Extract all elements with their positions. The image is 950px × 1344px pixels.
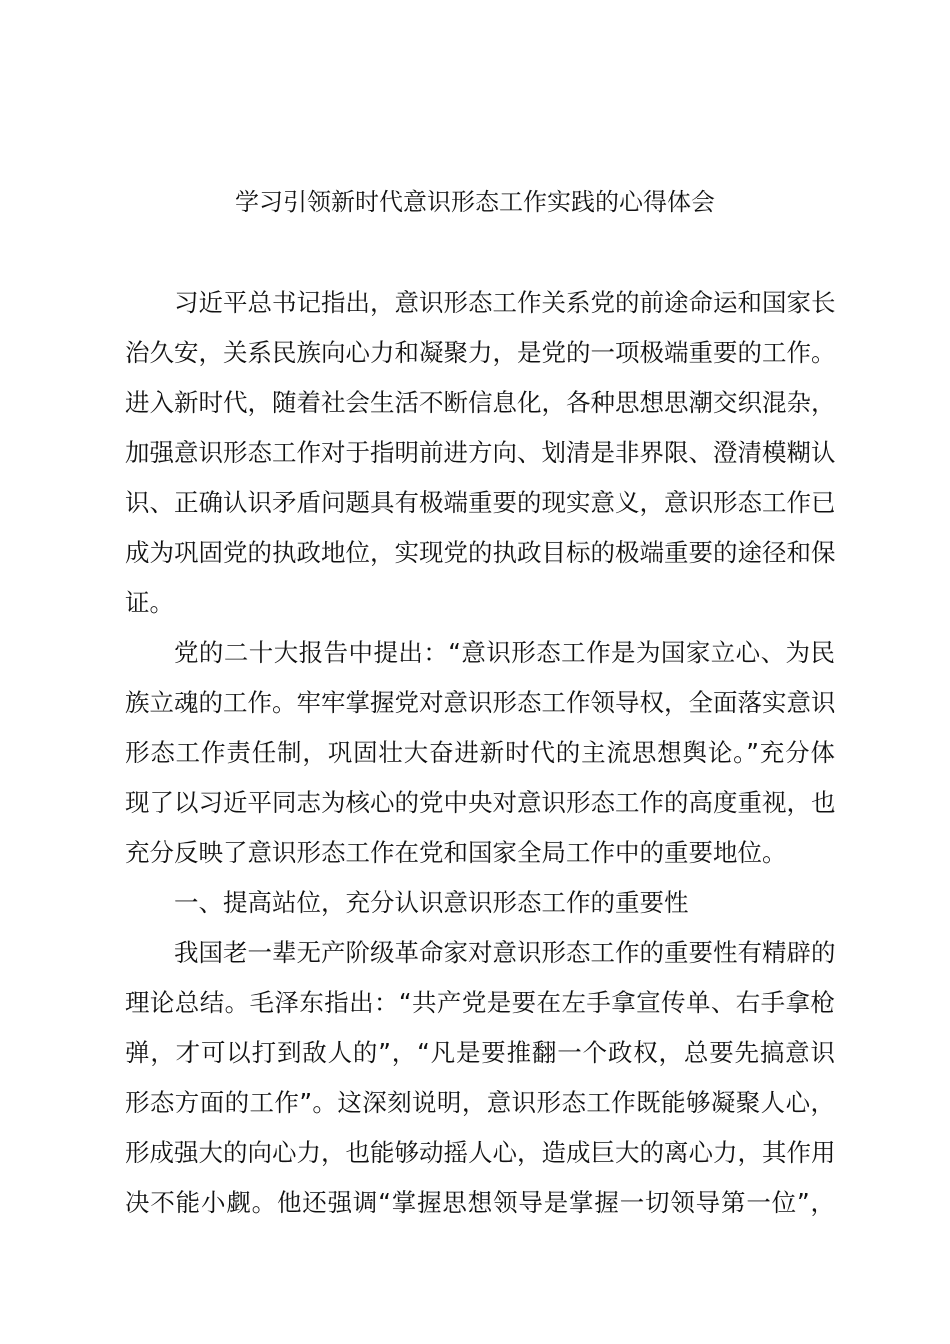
paragraph-line: 形态工作责任制，巩固壮大奋进新时代的主流思想舆论。”充分体 — [125, 738, 835, 767]
paragraph-line: 治久安，关系民族向心力和凝聚力，是党的一项极端重要的工作。 — [125, 338, 836, 367]
paragraph-line: 形成强大的向心力，也能够动摇人心，造成巨大的离心力，其作用 — [125, 1138, 836, 1167]
document-title: 学习引领新时代意识形态工作实践的心得体会 — [235, 188, 715, 216]
document-body — [125, 278, 835, 1228]
paragraph-line: 成为巩固党的执政地位，实现党的执政目标的极端重要的途径和保 — [125, 538, 836, 567]
paragraph-line: 党的二十大报告中提出：“意识形态工作是为国家立心、为民 — [174, 638, 835, 667]
paragraph-line: 形态方面的工作”。这深刻说明，意识形态工作既能够凝聚人心， — [125, 1088, 835, 1117]
paragraph-line: 我国老一辈无产阶级革命家对意识形态工作的重要性有精辟的 — [174, 938, 836, 967]
paragraph-line: 理论总结。毛泽东指出：“共产党是要在左手拿宣传单、右手拿枪 — [125, 988, 835, 1017]
section-heading: 一、提高站位，充分认识意识形态工作的重要性 — [174, 888, 689, 917]
paragraph-line: 决不能小觑。他还强调“掌握思想领导是掌握一切领导第一位”， — [125, 1188, 835, 1217]
paragraph-line: 进入新时代，随着社会生活不断信息化，各种思想思潮交织混杂， — [125, 388, 836, 417]
paragraph-line: 证。 — [125, 588, 174, 617]
paragraph-line: 弹，才可以打到敌人的”，“凡是要推翻一个政权，总要先搞意识 — [125, 1038, 835, 1067]
paragraph-line: 习近平总书记指出，意识形态工作关系党的前途命运和国家长 — [174, 288, 836, 317]
paragraph-line: 识、正确认识矛盾问题具有极端重要的现实意义，意识形态工作已 — [125, 488, 836, 517]
paragraph-line: 现了以习近平同志为核心的党中央对意识形态工作的高度重视，也 — [125, 788, 836, 817]
paragraph-line: 充分反映了意识形态工作在党和国家全局工作中的重要地位。 — [125, 838, 787, 867]
paragraph-line: 族立魂的工作。牢牢掌握党对意识形态工作领导权，全面落实意识 — [125, 688, 836, 717]
paragraph-line: 加强意识形态工作对于指明前进方向、划清是非界限、澄清模糊认 — [125, 438, 836, 467]
